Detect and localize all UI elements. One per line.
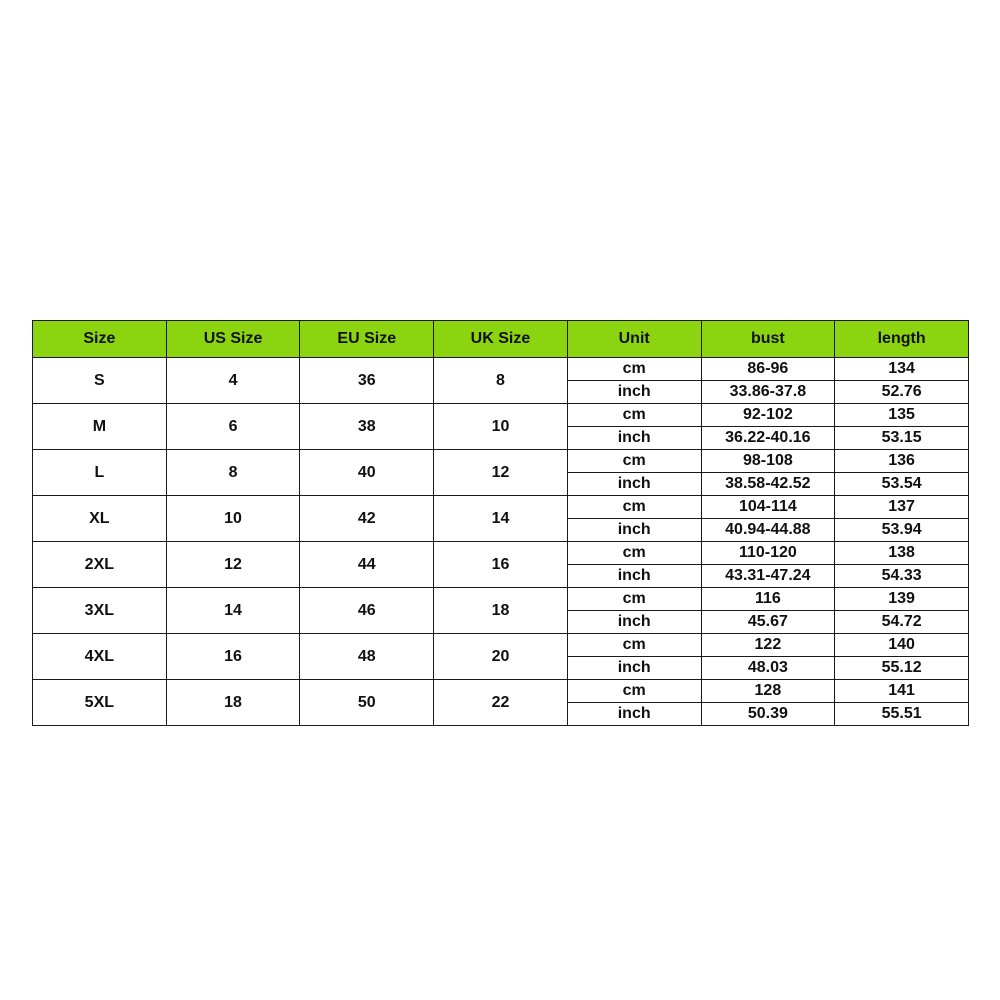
size-cell: XL: [33, 496, 167, 542]
bust-cell: 86-96: [701, 358, 835, 381]
us-size-cell: 4: [166, 358, 300, 404]
length-cell: 55.12: [835, 657, 969, 680]
unit-cell: inch: [567, 611, 701, 634]
eu-size-cell: 42: [300, 496, 434, 542]
size-cell: 4XL: [33, 634, 167, 680]
unit-cell: inch: [567, 473, 701, 496]
unit-cell: cm: [567, 680, 701, 703]
us-size-cell: 18: [166, 680, 300, 726]
us-size-cell: 10: [166, 496, 300, 542]
size-cell: 5XL: [33, 680, 167, 726]
eu-size-cell: 46: [300, 588, 434, 634]
us-size-cell: 12: [166, 542, 300, 588]
eu-size-cell: 48: [300, 634, 434, 680]
eu-size-cell: 36: [300, 358, 434, 404]
header-bust: bust: [701, 321, 835, 358]
unit-cell: cm: [567, 404, 701, 427]
unit-cell: cm: [567, 588, 701, 611]
bust-cell: 38.58-42.52: [701, 473, 835, 496]
bust-cell: 33.86-37.8: [701, 381, 835, 404]
table-header: [33, 321, 969, 358]
bust-cell: 128: [701, 680, 835, 703]
length-cell: 136: [835, 450, 969, 473]
length-cell: 53.94: [835, 519, 969, 542]
unit-cell: inch: [567, 427, 701, 450]
size-cell: 3XL: [33, 588, 167, 634]
eu-size-cell: 38: [300, 404, 434, 450]
table-row: [33, 358, 969, 381]
length-cell: 55.51: [835, 703, 969, 726]
table-row: [33, 680, 969, 703]
header-us-size: US Size: [166, 321, 300, 358]
length-cell: 138: [835, 542, 969, 565]
size-chart-table: [32, 320, 969, 726]
us-size-cell: 6: [166, 404, 300, 450]
table-row: [33, 404, 969, 427]
bust-cell: 98-108: [701, 450, 835, 473]
bust-cell: 110-120: [701, 542, 835, 565]
header-uk-size: UK Size: [434, 321, 568, 358]
length-cell: 135: [835, 404, 969, 427]
length-cell: 134: [835, 358, 969, 381]
bust-cell: 43.31-47.24: [701, 565, 835, 588]
unit-cell: cm: [567, 450, 701, 473]
bust-cell: 48.03: [701, 657, 835, 680]
unit-cell: inch: [567, 381, 701, 404]
table-row: [33, 542, 969, 565]
table-row: [33, 450, 969, 473]
length-cell: 53.15: [835, 427, 969, 450]
length-cell: 54.33: [835, 565, 969, 588]
us-size-cell: 16: [166, 634, 300, 680]
length-cell: 54.72: [835, 611, 969, 634]
uk-size-cell: 18: [434, 588, 568, 634]
length-cell: 53.54: [835, 473, 969, 496]
us-size-cell: 14: [166, 588, 300, 634]
bust-cell: 122: [701, 634, 835, 657]
us-size-cell: 8: [166, 450, 300, 496]
unit-cell: cm: [567, 496, 701, 519]
unit-cell: cm: [567, 542, 701, 565]
bust-cell: 36.22-40.16: [701, 427, 835, 450]
unit-cell: inch: [567, 703, 701, 726]
uk-size-cell: 20: [434, 634, 568, 680]
unit-cell: cm: [567, 634, 701, 657]
uk-size-cell: 8: [434, 358, 568, 404]
header-size: Size: [33, 321, 167, 358]
header-unit: Unit: [567, 321, 701, 358]
header-length: length: [835, 321, 969, 358]
length-cell: 139: [835, 588, 969, 611]
table-body: [33, 358, 969, 726]
table-row: [33, 496, 969, 519]
unit-cell: cm: [567, 358, 701, 381]
uk-size-cell: 10: [434, 404, 568, 450]
size-cell: 2XL: [33, 542, 167, 588]
eu-size-cell: 44: [300, 542, 434, 588]
uk-size-cell: 12: [434, 450, 568, 496]
bust-cell: 45.67: [701, 611, 835, 634]
uk-size-cell: 22: [434, 680, 568, 726]
header-row: [33, 321, 969, 358]
bust-cell: 116: [701, 588, 835, 611]
bust-cell: 92-102: [701, 404, 835, 427]
bust-cell: 40.94-44.88: [701, 519, 835, 542]
table-row: [33, 634, 969, 657]
eu-size-cell: 40: [300, 450, 434, 496]
uk-size-cell: 14: [434, 496, 568, 542]
bust-cell: 104-114: [701, 496, 835, 519]
unit-cell: inch: [567, 519, 701, 542]
header-eu-size: EU Size: [300, 321, 434, 358]
size-cell: S: [33, 358, 167, 404]
length-cell: 52.76: [835, 381, 969, 404]
eu-size-cell: 50: [300, 680, 434, 726]
length-cell: 141: [835, 680, 969, 703]
size-cell: L: [33, 450, 167, 496]
unit-cell: inch: [567, 565, 701, 588]
length-cell: 140: [835, 634, 969, 657]
table-row: [33, 588, 969, 611]
unit-cell: inch: [567, 657, 701, 680]
uk-size-cell: 16: [434, 542, 568, 588]
size-cell: M: [33, 404, 167, 450]
bust-cell: 50.39: [701, 703, 835, 726]
length-cell: 137: [835, 496, 969, 519]
